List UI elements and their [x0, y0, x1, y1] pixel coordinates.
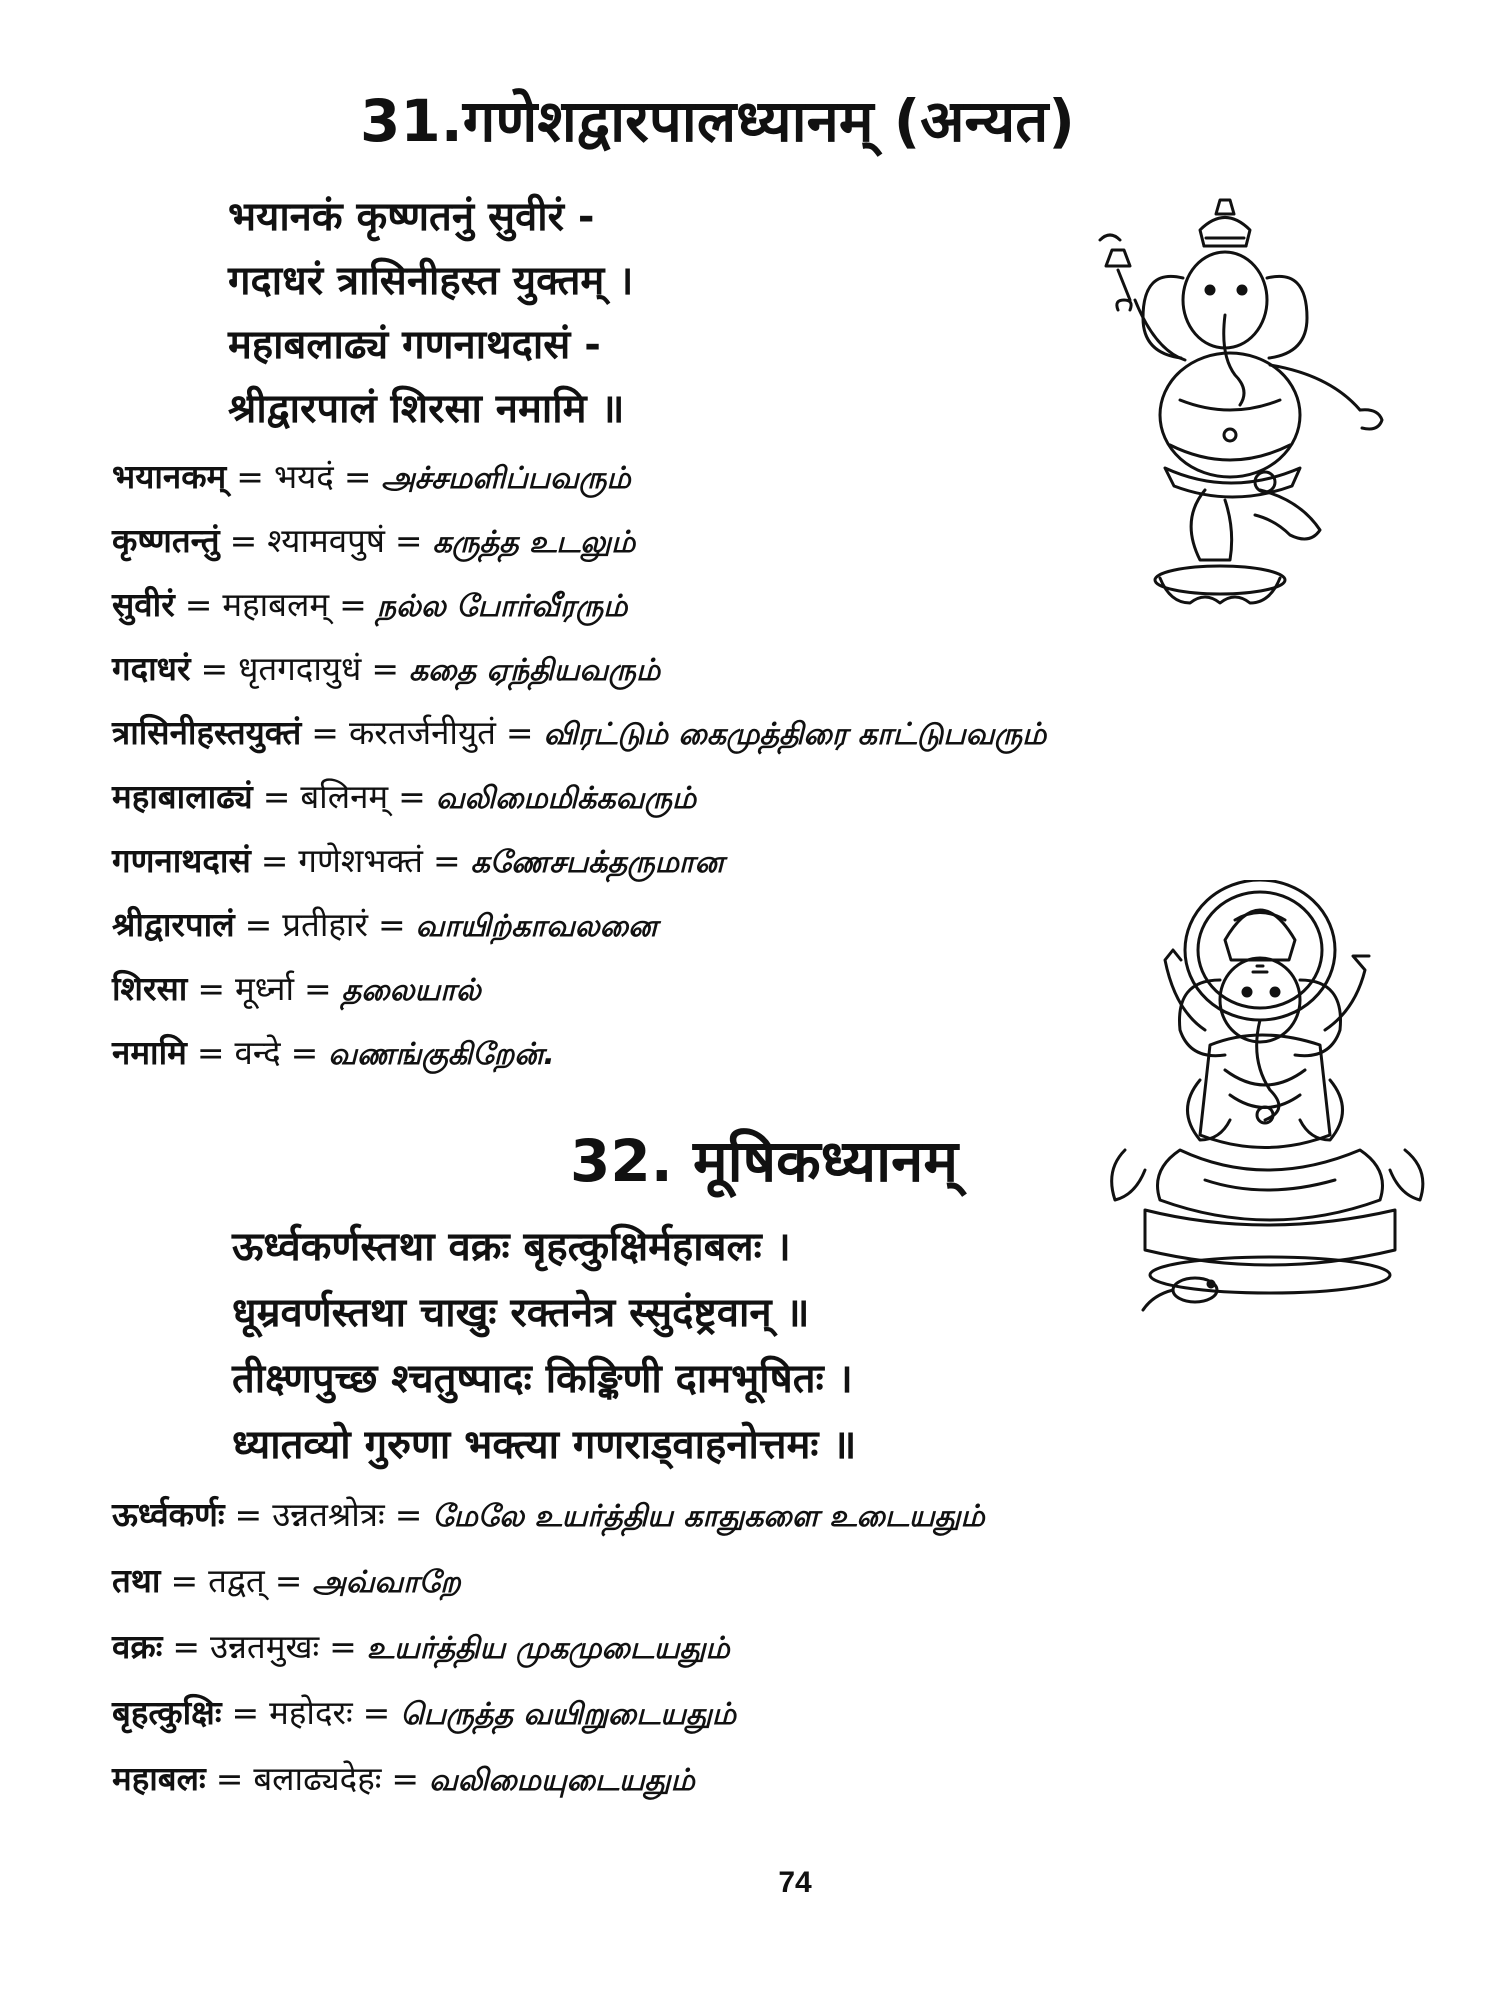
gloss-tamil: பெருத்த வயிறுடையதும்	[400, 1697, 737, 1732]
gloss-word: तथा	[112, 1561, 161, 1600]
gloss-tamil: அச்சமளிப்பவரும்	[381, 461, 631, 496]
gloss-tamil: கதை ஏந்தியவரும்	[408, 653, 661, 688]
gloss-synonym: महोदरः	[269, 1693, 353, 1732]
gloss-word: कृष्णतन्तुं	[112, 521, 220, 560]
gloss-word: नमामि	[112, 1033, 187, 1072]
gloss-synonym: उन्नतमुखः	[210, 1627, 320, 1666]
verse-line: श्रीद्वारपालं शिरसा नमामि ॥	[228, 386, 625, 432]
gloss-synonym: बलिनम्	[300, 777, 389, 816]
glossary-row: भयानकम् = भयदं = அச்சமளிப்பவரும்	[112, 457, 631, 496]
gloss-word: त्रासिनीहस्तयुक्तं	[112, 713, 302, 752]
gloss-synonym: करतर्जनीयुतं	[348, 713, 496, 752]
gloss-word: महाबालाढ्यं	[112, 777, 253, 816]
glossary-row: सुवीरं = महाबलम् = நல்ல போர்வீரரும்	[112, 585, 628, 624]
glossary-row: महाबालाढ्यं = बलिनम् = வலிமைமிக்கவரும்	[112, 777, 697, 816]
gloss-synonym: श्यामवपुषं	[267, 521, 385, 560]
seated-ganesha-icon	[1085, 880, 1465, 1320]
glossary-row: नमामि = वन्दे = வணங்குகிறேன்.	[112, 1033, 555, 1072]
gloss-tamil: விரட்டும் கைமுத்திரை காட்டுபவரும்	[543, 717, 1047, 752]
verse-line: धूम्रवर्णस्तथा चाखुः रक्तनेत्र स्सुदंष्ट्रवान् ॥	[232, 1290, 810, 1336]
gloss-synonym: महाबलम्	[222, 585, 330, 624]
gloss-synonym: तद्वत्	[208, 1561, 265, 1600]
gloss-tamil: உயர்த்திய முகமுடையதும்	[366, 1631, 730, 1666]
gloss-tamil: வலிமைமிக்கவரும்	[435, 781, 697, 816]
gloss-tamil: கருத்த உடலும்	[432, 525, 636, 560]
verse-line: ध्यातव्यो गुरुणा भक्त्या गणराड्वाहनोत्तमः ॥	[232, 1422, 857, 1468]
gloss-word: श्रीद्वारपालं	[112, 905, 235, 944]
glossary-row: त्रासिनीहस्तयुक्तं = करतर्जनीयुतं = விரட்டும் கைமுத்திரை காட்டுபவரும்	[112, 713, 1047, 752]
glossary-row: तथा = तद्वत् = அவ்வாறே	[112, 1561, 461, 1600]
glossary-row: महाबलः = बलाढ्यदेहः = வலிமையுடையதும்	[112, 1759, 695, 1798]
glossary-row: शिरसा = मूर्ध्ना = தலையால்	[112, 969, 481, 1008]
gloss-tamil: வாயிற்காவலனை	[415, 909, 658, 944]
glossary-row: कृष्णतन्तुं = श्यामवपुषं = கருத்த உடலும்	[112, 521, 636, 560]
gloss-synonym: धृतगदायुधं	[238, 649, 362, 688]
gloss-tamil: கணேசபக்தருமான	[470, 845, 724, 880]
verse-line: महाबलाढ्यं गणनाथदासं -	[228, 322, 601, 368]
glossary-row: ऊर्ध्वकर्णः = उन्नतश्रोत्रः = மேலே உயர்த்திய காதுகளை உடையதும்	[112, 1495, 985, 1534]
gloss-word: सुवीरं	[112, 585, 175, 624]
page-number: 74	[778, 1866, 812, 1899]
gloss-synonym: बलाढ्यदेहः	[253, 1759, 382, 1798]
gloss-word: बृहत्कुक्षिः	[112, 1693, 222, 1732]
glossary-row: गदाधरं = धृतगदायुधं = கதை ஏந்தியவரும்	[112, 649, 661, 688]
gloss-synonym: मूर्ध्ना	[235, 969, 295, 1008]
glossary-row: वक्रः = उन्नतमुखः = உயர்த்திய முகமுடையதும்	[112, 1627, 730, 1666]
gloss-tamil: வலிமையுடையதும்	[429, 1763, 695, 1798]
section-32-title: 32. मूषिकध्यानम्	[570, 1127, 959, 1195]
gloss-synonym: उन्नतश्रोत्रः	[272, 1495, 385, 1534]
gloss-tamil: தலையால்	[341, 973, 481, 1008]
section-31-title: 31.गणेशद्वारपालध्यानम् (अन्यत)	[360, 87, 1075, 155]
gloss-synonym: वन्दे	[234, 1033, 281, 1072]
gloss-word: गणनाथदासं	[112, 841, 251, 880]
gloss-word: वक्रः	[112, 1627, 163, 1666]
gloss-word: भयानकम्	[112, 457, 227, 496]
gloss-tamil: வணங்குகிறேன்.	[328, 1037, 555, 1072]
gloss-synonym: भयदं	[273, 457, 334, 496]
gloss-word: गदाधरं	[112, 649, 191, 688]
verse-line: तीक्ष्णपुच्छ श्चतुष्पादः किङ्किणी दामभूषितः ।	[232, 1356, 853, 1402]
gloss-word: ऊर्ध्वकर्णः	[112, 1495, 225, 1534]
gloss-tamil: நல்ல போர்வீரரும்	[376, 589, 628, 624]
dancing-ganesha-icon	[1030, 190, 1420, 610]
gloss-tamil: அவ்வாறே	[312, 1565, 461, 1600]
gloss-tamil: மேலே உயர்த்திய காதுகளை உடையதும்	[432, 1499, 985, 1534]
gloss-synonym: गणेशभक्तं	[298, 841, 423, 880]
verse-line: ऊर्ध्वकर्णस्तथा वक्रः बृहत्कुक्षिर्महाबलः ।	[232, 1224, 791, 1270]
verse-line: भयानकं कृष्णतनुं सुवीरं -	[228, 194, 595, 240]
gloss-synonym: प्रतीहारं	[282, 905, 368, 944]
gloss-word: शिरसा	[112, 969, 188, 1008]
glossary-row: बृहत्कुक्षिः = महोदरः = பெருத்த வயிறுடையதும்	[112, 1693, 737, 1732]
verse-line: गदाधरं त्रासिनीहस्त युक्तम् ।	[228, 258, 634, 304]
glossary-row: गणनाथदासं = गणेशभक्तं = கணேசபக்தருமான	[112, 841, 724, 880]
gloss-word: महाबलः	[112, 1759, 206, 1798]
glossary-row: श्रीद्वारपालं = प्रतीहारं = வாயிற்காவலனை	[112, 905, 658, 944]
